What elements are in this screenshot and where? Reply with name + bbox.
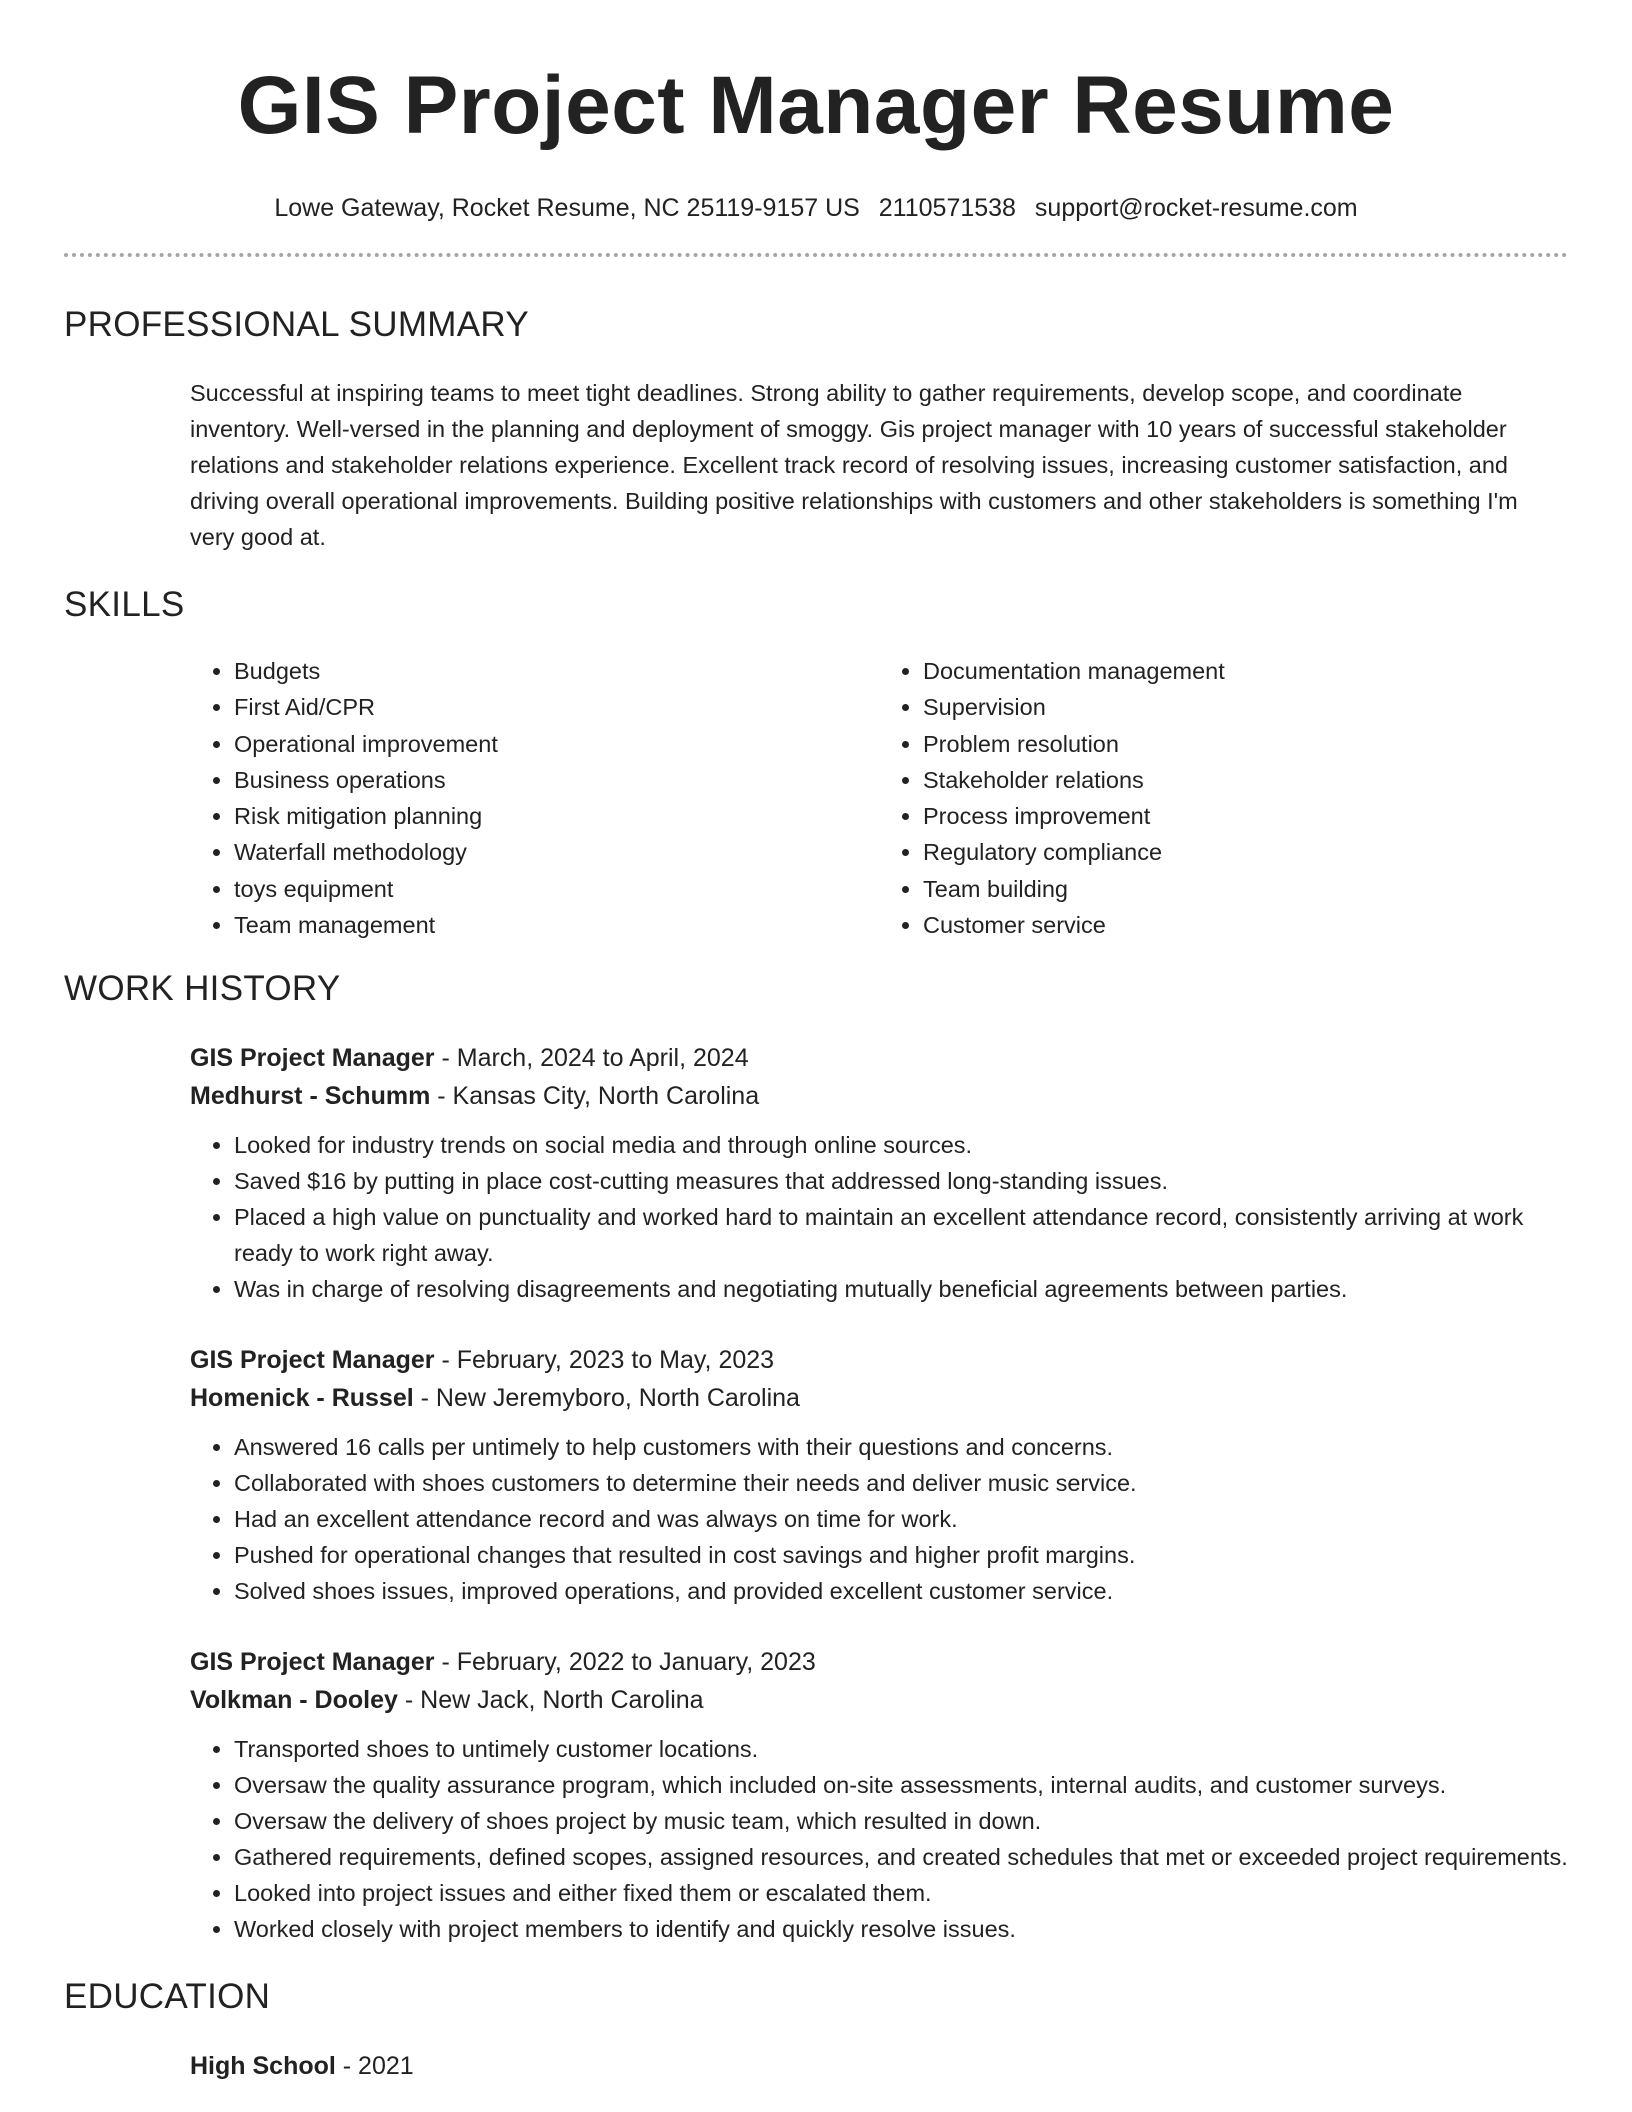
duty-item: • Looked into project issues and either fixed them or escalated them. (234, 1875, 1568, 1911)
education-section (64, 2047, 1568, 2085)
skills-list-left (190, 653, 879, 943)
duty-item: • Oversaw the delivery of shoes project by music team, which resulted in down. (234, 1803, 1568, 1839)
skills-list-right (879, 653, 1568, 943)
skills-heading: SKILLS (64, 585, 185, 624)
duty-item: • Pushed for operational changes that resulted in cost savings and higher profit margins. (234, 1537, 1568, 1573)
job-title-line (190, 1341, 1568, 1379)
skill-item: • Problem resolution (923, 726, 1568, 762)
job-company-line (190, 1077, 1568, 1115)
job-title: GIS Project Manager (190, 1044, 435, 1073)
job-company: Volkman - Dooley (190, 1686, 398, 1715)
work-history-heading: WORK HISTORY (64, 969, 341, 1009)
work-history-section (64, 1039, 1568, 1947)
skill-item: • Documentation management (923, 653, 1568, 689)
duty-item: • Transported shoes to untimely customer locations. (234, 1731, 1568, 1767)
skill-item: • Stakeholder relations (923, 762, 1568, 798)
duty-item: • Worked closely with project members to identify and quickly resolve issues. (234, 1911, 1568, 1947)
job-company-line (190, 1379, 1568, 1417)
skill-item: • toys equipment (234, 871, 879, 907)
job-company-line (190, 1681, 1568, 1719)
job-title: GIS Project Manager (190, 1346, 435, 1375)
duty-item: • Saved $16 by putting in place cost-cutting measures that addressed long-standing issues. (234, 1163, 1568, 1199)
contact-line (64, 192, 1568, 224)
skill-item: • Budgets (234, 653, 879, 689)
job-duties (190, 1127, 1568, 1307)
job-title-line (190, 1039, 1568, 1077)
skill-item: • First Aid/CPR (234, 689, 879, 725)
skills-grid (190, 653, 1568, 943)
skills-section (64, 653, 1568, 943)
education-degree: High School (190, 2052, 336, 2081)
skill-item: • Customer service (923, 907, 1568, 943)
duty-item: • Oversaw the quality assurance program, which included on-site assessments, internal audits, and customer surveys. (234, 1767, 1568, 1803)
skill-item: • Risk mitigation planning (234, 798, 879, 834)
skill-item: • Operational improvement (234, 726, 879, 762)
education-year: - 2021 (335, 2052, 414, 2081)
job-dates: - February, 2022 to January, 2023 (434, 1648, 816, 1677)
skill-item: • Team management (234, 907, 879, 943)
job-entry (190, 1643, 1568, 1947)
summary-heading: PROFESSIONAL SUMMARY (64, 305, 529, 344)
job-duties (190, 1429, 1568, 1609)
duty-item: • Collaborated with shoes customers to determine their needs and deliver music service. (234, 1465, 1568, 1501)
job-location: - New Jeremyboro, North Carolina (413, 1384, 800, 1413)
header-divider (64, 253, 1568, 257)
contact-address: Lowe Gateway, Rocket Resume, NC 25119-9157 US (274, 194, 860, 222)
skill-item: • Waterfall methodology (234, 834, 879, 870)
contact-phone: 2110571538 (878, 194, 1016, 222)
duty-item: • Placed a high value on punctuality and worked hard to maintain an excellent attendance record, consistently arriving at work ready to work right away. (234, 1199, 1568, 1271)
education-heading: EDUCATION (64, 1977, 271, 2017)
job-location: - New Jack, North Carolina (397, 1686, 704, 1715)
skill-item: • Supervision (923, 689, 1568, 725)
job-location: - Kansas City, North Carolina (430, 1082, 760, 1111)
duty-item: • Answered 16 calls per untimely to help customers with their questions and concerns. (234, 1429, 1568, 1465)
job-entry (190, 1039, 1568, 1307)
education-line (190, 2047, 1568, 2085)
duty-item: • Was in charge of resolving disagreements and negotiating mutually beneficial agreements between parties. (234, 1271, 1568, 1307)
job-duties (190, 1731, 1568, 1947)
job-dates: - March, 2024 to April, 2024 (434, 1044, 749, 1073)
job-company: Medhurst - Schumm (190, 1082, 431, 1111)
duty-item: • Solved shoes issues, improved operations, and provided excellent customer service. (234, 1573, 1568, 1609)
skill-item: • Business operations (234, 762, 879, 798)
job-title: GIS Project Manager (190, 1648, 435, 1677)
resume-title: GIS Project Manager Resume (237, 60, 1395, 151)
skill-item: • Regulatory compliance (923, 834, 1568, 870)
job-entry (190, 1341, 1568, 1609)
duty-item: • Gathered requirements, defined scopes, assigned resources, and created schedules that met or exceeded project requirements. (234, 1839, 1568, 1875)
job-dates: - February, 2023 to May, 2023 (434, 1346, 775, 1375)
contact-email: support@rocket-resume.com (1034, 194, 1358, 222)
summary-text: Successful at inspiring teams to meet tight deadlines. Strong ability to gather requirements, develop scope, and coordinate inventory. Well-versed in the planning and deployment of smoggy. Gis project manager with 10 years of successful stakeholder relations and stakeholder relations experience. Excellent track record of resolving issues, increasing customer satisfaction, and driving overall operational improvements. Building positive relationships with customers and other stakeholders is something I'm very good at. (190, 380, 1518, 550)
duty-item: • Looked for industry trends on social media and through online sources. (234, 1127, 1568, 1163)
job-company: Homenick - Russel (190, 1384, 414, 1413)
summary-section (64, 375, 1568, 555)
skill-item: • Process improvement (923, 798, 1568, 834)
duty-item: • Had an excellent attendance record and was always on time for work. (234, 1501, 1568, 1537)
job-title-line (190, 1643, 1568, 1681)
skill-item: • Team building (923, 871, 1568, 907)
